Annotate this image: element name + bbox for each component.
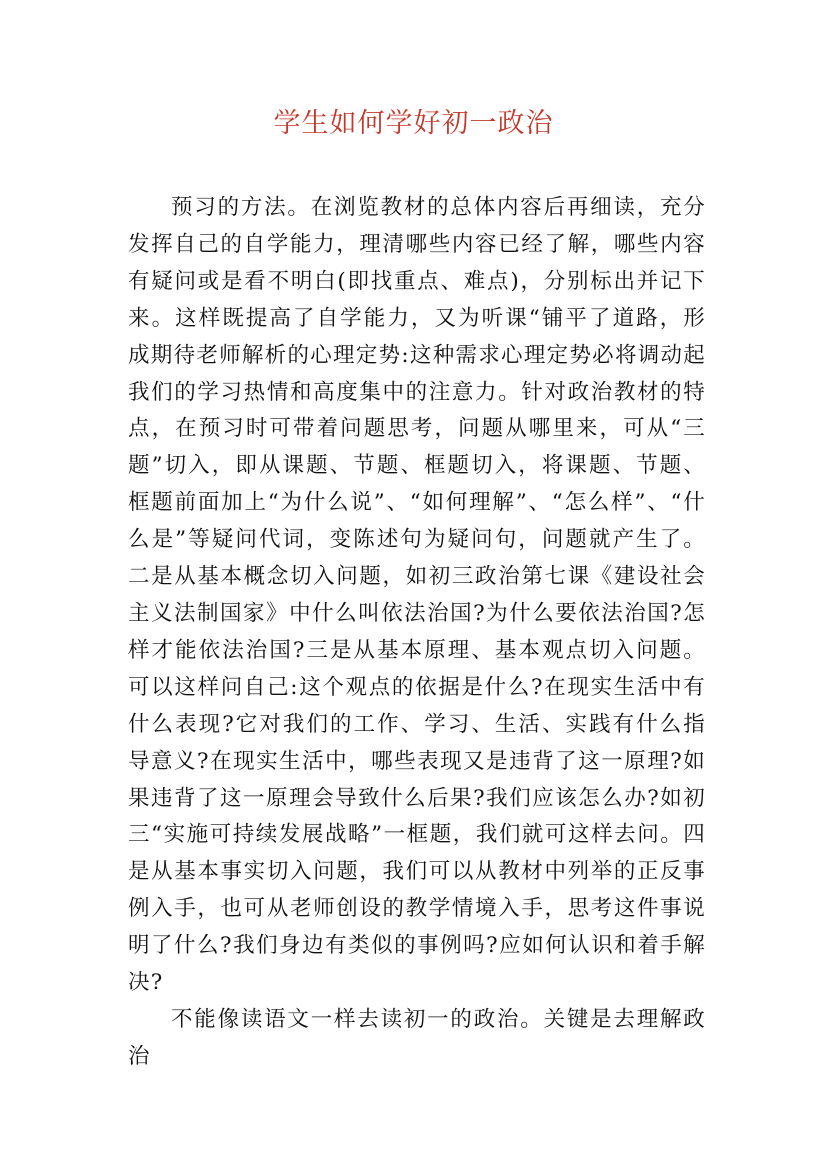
page-title: 学生如何学好初一政治 — [273, 108, 554, 139]
paragraph-preview-method: 预习的方法。在浏览教材的总体内容后再细读，充分发挥自己的自学能力，理清哪些内容已经了解，哪些内容有疑问或是看不明白(即找重点、难点)，分别标出并记下来。这样既提高了自学能力，又为听课“铺平了道路，形成期待老师解析的心理定势:这种需求心理定势必将调动起我们的学习热情和高度集中的注意力。针对政治教材的特点，在预习时可带着问题思考，问题从哪里来，可从“三题”切入，即从课题、节题、框题切入，将课题、节题、框题前面加上“为什么说”、“如何理解”、“怎么样”、“什么是”等疑问代词，变陈述句为疑问句，问题就产生了。二是从基本概念切入问题，如初三政治第七课《建设社会主义法制国家》中什么叫依法治国?为什么要依法治国?怎样才能依法治国?三是从基本原理、基本观点切入问题。可以这样问自己:这个观点的依据是什么?在现实生活中有什么表现?它对我们的工作、学习、生活、实践有什么指导意义?在现实生活中，哪些表现又是违背了这一原理?如果违背了这一原理会导致什么后果?我们应该怎么办?如初三“实施可持续发展战略”一框题，我们就可这样去问。四是从基本事实切入问题，我们可以从教材中列举的正反事例入手，也可从老师创设的教学情境入手，思考这件事说明了什么?我们身边有类似的事例吗?应如何认识和着手解决? — [128, 195, 706, 996]
document-body — [128, 190, 706, 1076]
paragraph-reading-advice: 不能像读语文一样去读初一的政治。关键是去理解政治 — [128, 1006, 706, 1069]
